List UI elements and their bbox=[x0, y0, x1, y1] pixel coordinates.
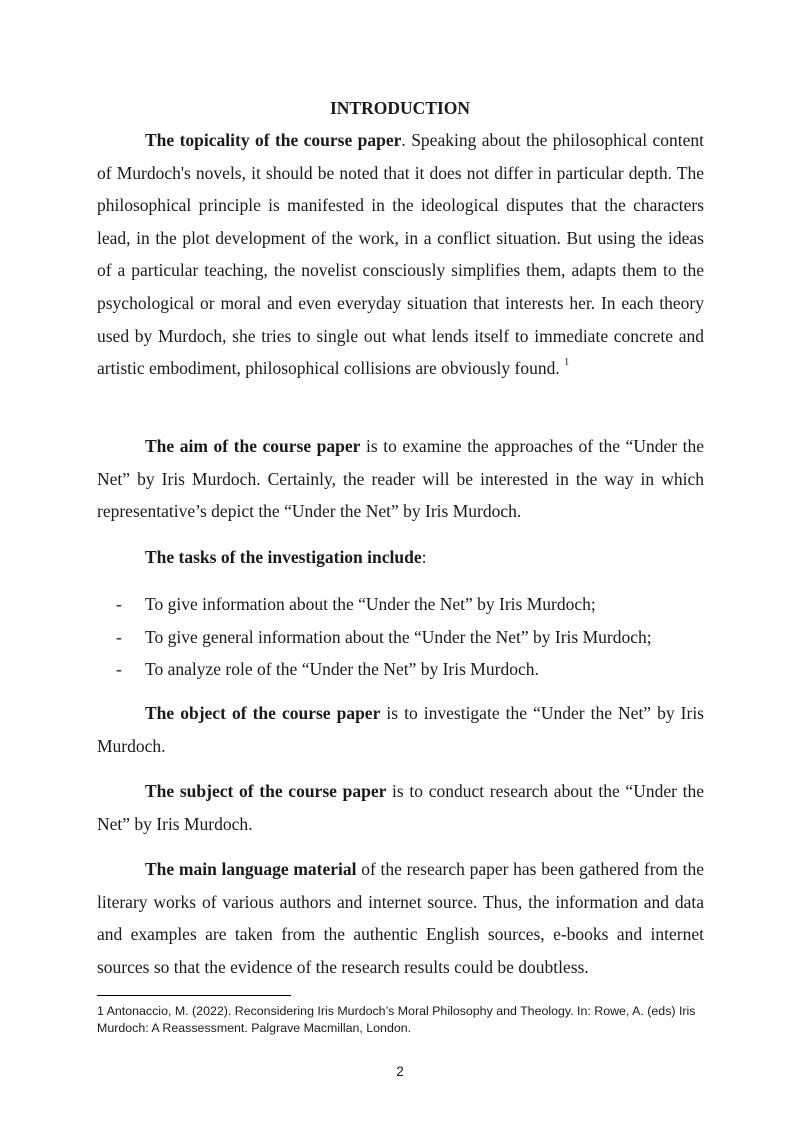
list-item bbox=[116, 588, 652, 621]
page-number: 2 bbox=[396, 1064, 404, 1079]
aim-label: The aim of the course paper bbox=[145, 436, 361, 456]
dash-bullet: - bbox=[116, 626, 122, 647]
subject-paragraph bbox=[97, 775, 704, 840]
material-label: The main language material bbox=[145, 859, 357, 879]
list-item-text: To give general information about the “Under the Net” by Iris Murdoch; bbox=[145, 626, 652, 647]
footnote-reference[interactable]: 1 bbox=[564, 357, 570, 369]
list-item-text: To give information about the “Under the Net” by Iris Murdoch; bbox=[145, 594, 596, 614]
topicality-paragraph bbox=[97, 124, 704, 385]
dash-bullet: - bbox=[116, 659, 122, 680]
material-paragraph bbox=[97, 853, 704, 983]
tasks-list bbox=[116, 588, 652, 686]
tasks-colon: : bbox=[421, 547, 427, 567]
footnote-separator bbox=[97, 995, 291, 996]
tasks-label: The tasks of the investigation include bbox=[145, 547, 422, 567]
aim-paragraph bbox=[97, 430, 704, 528]
dash-bullet: - bbox=[116, 594, 122, 614]
topicality-label: The topicality of the course paper bbox=[145, 130, 402, 150]
tasks-heading bbox=[145, 543, 427, 571]
list-item bbox=[116, 621, 652, 654]
list-item bbox=[116, 653, 652, 686]
object-paragraph bbox=[97, 697, 704, 762]
object-text: is to investigate the “Under the Net” by Iris Murdoch. bbox=[97, 703, 704, 756]
page-heading: INTRODUCTION bbox=[329, 98, 471, 118]
material-text: of the research paper has been gathered from the literary works of various authors and internet source. Thus, the information and data and examples are taken from the authentic English sources, e-books and internet sources so that the evidence of the research results could be doubtless. bbox=[97, 859, 705, 977]
list-item-text: To analyze role of the “Under the Net” by Iris Murdoch. bbox=[145, 659, 539, 680]
subject-label: The subject of the course paper bbox=[145, 781, 387, 801]
footnote-text: 1 Antonaccio, M. (2022). Reconsidering Iris Murdoch’s Moral Philosophy and Theology. In: Rowe, A. (eds) Iris Murdoch: A Reassessment. Palgrave Macmillan, London. bbox=[97, 1004, 696, 1035]
aim-text: is to examine the approaches of the “Under the Net” by Iris Murdoch. Certainly, the reader will be interested in the way in which representative’s depict the “Under the Net” by Iris Murdoch. bbox=[97, 436, 704, 522]
topicality-text: . Speaking about the philosophical content of Murdoch's novels, it should be noted that it does not differ in particular depth. The philosophical principle is manifested in the ideological disputes that the characters lead, in the plot development of the work, in a conflict situation. But using the ideas of a particular teaching, the novelist consciously simplifies them, adapts them to the psychological or moral and even everyday situation that interests her. In each theory used by Murdoch, she tries to single out what lends itself to immediate concrete and artistic embodiment, philosophical collisions are obviously found. bbox=[97, 130, 704, 379]
subject-text: is to conduct research about the “Under the Net” by Iris Murdoch. bbox=[97, 781, 705, 834]
object-label: The object of the course paper bbox=[145, 703, 381, 723]
